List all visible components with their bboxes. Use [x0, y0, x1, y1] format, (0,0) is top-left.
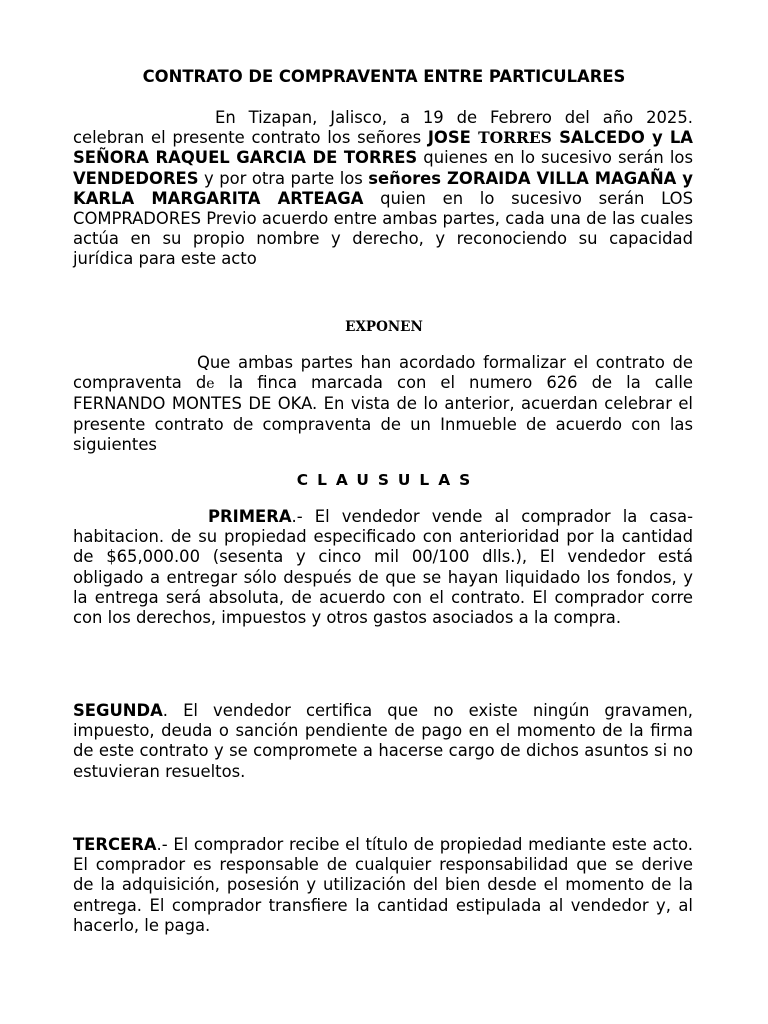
buyer-names: señores ZORAIDA VILLA MAGAÑA y KARLA MARGARITA ARTEAGA — [73, 168, 693, 208]
clausulas-heading: CLAUSULAS — [296, 471, 480, 489]
intro-text-2: quienes en lo sucesivo serán los — [417, 148, 693, 168]
intro-text-3: y por otra parte los — [198, 168, 369, 188]
exponen-heading: EXPONEN — [345, 319, 423, 335]
exponen-text-2: la finca marcada con el numero 626 de la calle FERNANDO MONTES DE OKA. En vista de lo anterior, acuerdan celebrar el presente contrato de compraventa de un Inmueble de acuerdo con las siguientes — [73, 373, 694, 454]
exponen-text-e: e — [206, 376, 215, 393]
clause-segunda-label: SEGUNDA — [73, 701, 163, 720]
clause-segunda — [73, 701, 693, 782]
exponen-paragraph — [73, 353, 693, 455]
intro-text-1: celebran el presente contrato los señores — [73, 128, 428, 148]
clause-segunda-text: . El vendedor certifica que no existe ningún gravamen, impuesto, deuda o sanción pendiente de pago en el momento de la firma de este contrato y se compromete a hacerse cargo de dichos asuntos si no estuvieran resueltos. — [73, 701, 693, 781]
document-title: CONTRATO DE COMPRAVENTA ENTRE PARTICULARES — [142, 67, 626, 86]
seller-names: SALCEDO y LA SEÑORA RAQUEL GARCIA DE TORRES — [73, 128, 693, 168]
sellers-label: VENDEDORES — [73, 168, 199, 188]
clause-tercera-text: .- El comprador recibe el título de propiedad mediante este acto. El comprador es responsable de cualquier responsabilidad que se derive de la adquisición, posesión y utilización del bien desde el momento de la entrega. El comprador transfiere la cantidad estipulada al vendedor y, al hacerlo, le paga. — [73, 835, 693, 935]
clause-primera — [73, 507, 693, 628]
seller-name-1b: TORRES — [478, 128, 552, 148]
clause-tercera-label: TERCERA — [73, 835, 157, 854]
intro-text-4: quien en lo sucesivo serán LOS COMPRADORES Previo acuerdo entre ambas partes, cada una de las cuales actúa en su propio nombre y derecho, y reconociendo su capacidad jurídica para este acto — [73, 188, 693, 269]
intro-opening: En Tizapan, Jalisco, a 19 de Febrero del año 2025. — [215, 108, 693, 127]
seller-name-1a: JOSE — [427, 128, 479, 148]
clause-primera-label: PRIMERA — [208, 507, 292, 526]
clause-primera-text: .- El vendedor vende al comprador la casa-habitacion. de su propiedad especificado con anterioridad por la cantidad de $65,000.00 (sesenta y cinco mil 00/100 dlls.), El vendedor está obligado a entregar sólo después de que se hayan liquidado los fondos, y la entrega será absoluta, de acuerdo con el contrato. El comprador corre con los derechos, impuestos y otros gastos asociados a la compra. — [73, 507, 693, 628]
clause-tercera — [73, 835, 693, 936]
exponen-text-1: Que ambas partes han acordado formalizar el contrato de compraventa d — [73, 353, 693, 393]
intro-paragraph — [73, 108, 693, 270]
